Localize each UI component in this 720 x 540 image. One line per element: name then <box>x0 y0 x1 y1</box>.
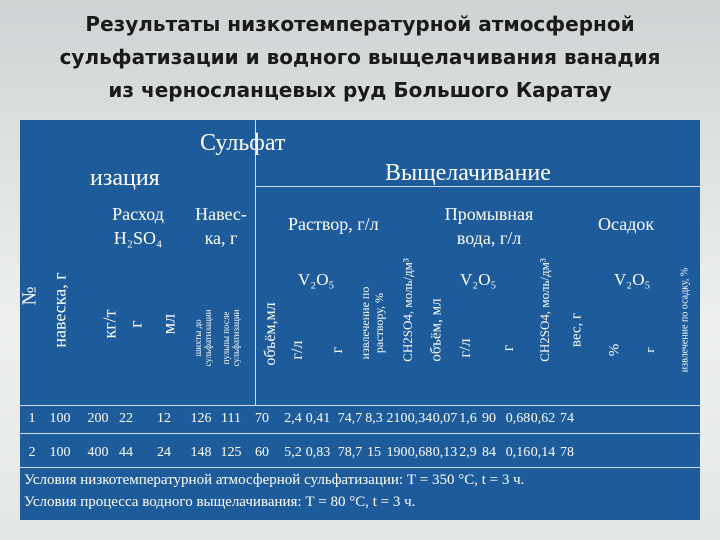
header-promyv: Промывная вода, г/л <box>444 204 534 248</box>
table-cell: 74,7 <box>337 411 363 426</box>
title-line-2: сульфатизации и водного выщелачивания ванадия <box>59 45 661 69</box>
table-cell: 0,13 <box>432 445 458 460</box>
header-pulp-after: пульпы после сульфатизации <box>221 309 241 367</box>
table-cell: 2,9 <box>459 445 477 460</box>
header-v2o5-wash: V₂O₅ <box>460 270 497 289</box>
header-volume-ml: объём,мл <box>262 302 279 366</box>
slide-title <box>10 8 710 107</box>
header-g-solution: г <box>329 346 346 354</box>
header-c-h2so4-solution: CH2SO4, моль/дм³ <box>400 258 415 362</box>
table-cell: 22 <box>119 411 133 426</box>
header-percent: % <box>606 343 623 357</box>
table-cell: 210 <box>386 411 408 426</box>
table-cell: 200 <box>87 411 109 426</box>
table-cell: 126 <box>190 411 212 426</box>
table-cell: 400 <box>87 445 109 460</box>
header-osadok: Осадок <box>598 214 655 234</box>
grid-line <box>20 467 700 468</box>
table-cell: 84 <box>482 445 496 460</box>
condition-sulfatization: Условия низкотемпературной атмосферной сульфатизации: Т = 350 °С, t = 3 ч. <box>24 472 525 488</box>
table-cell: 0,68 <box>407 445 433 460</box>
title-line-3: из черносланцевых руд Большого Каратау <box>108 78 612 102</box>
grid-line <box>20 405 700 406</box>
header-weight-g: вес, г <box>568 312 585 348</box>
table-cell: 5,2 <box>284 445 302 460</box>
header-v2o5-solution: V₂O₅ <box>298 270 335 289</box>
table-cell: 0,16 <box>505 445 531 460</box>
table-cell: 8,3 <box>365 411 383 426</box>
header-pulp-before: шихты до сульфатизации <box>193 309 213 367</box>
table-cell: 100 <box>49 411 71 426</box>
header-g: г <box>125 320 146 328</box>
table-cell: 0,07 <box>432 411 458 426</box>
table-cell: 2,4 <box>284 411 302 426</box>
table-cell: 1,6 <box>459 411 477 426</box>
table-cell: 0,83 <box>305 445 331 460</box>
header-c-h2so4-wash: CH2SO4, моль/дм³ <box>537 258 552 362</box>
results-table <box>20 120 700 520</box>
header-gl-solution: г/л <box>289 340 306 360</box>
table-cell: 0,68 <box>505 411 531 426</box>
header-extract-sediment: извлечение по осадку, % <box>679 267 691 373</box>
header-g-sediment: г <box>642 347 657 353</box>
header-naveska-g: навеска, г <box>49 272 70 348</box>
table-cell: 78 <box>560 445 574 460</box>
header-naveska: Навес- ка, г <box>195 204 247 248</box>
table-cell: 125 <box>220 445 242 460</box>
table-cell: 0,14 <box>530 445 556 460</box>
table-cell: 44 <box>119 445 133 460</box>
table-cell: 190 <box>386 445 408 460</box>
header-rastvor: Раствор, г/л <box>288 214 379 234</box>
header-ml: мл <box>158 313 179 335</box>
table-cell: 74 <box>560 411 574 426</box>
header-num: № <box>18 286 41 306</box>
table-cell: 24 <box>157 445 171 460</box>
header-g-wash: г <box>500 344 517 352</box>
header-sulfat-part2: изация <box>90 165 160 191</box>
table-cell: 78,7 <box>337 445 363 460</box>
header-volume-ml-wash: объём, мл <box>428 298 445 362</box>
table-cell: 15 <box>367 445 381 460</box>
header-leaching: Выщелачивание <box>385 160 551 186</box>
grid-line <box>255 120 256 405</box>
header-rashod: Расход H₂SO₄ <box>112 204 164 248</box>
table-cell: 90 <box>482 411 496 426</box>
table-cell: 0,34 <box>407 411 433 426</box>
table-cell: 148 <box>190 445 212 460</box>
header-v2o5-sediment: V₂O₅ <box>614 270 651 289</box>
table-cell: 100 <box>49 445 71 460</box>
table-cell: 1 <box>28 411 36 426</box>
table-cell: 0,62 <box>530 411 556 426</box>
table-cell: 12 <box>157 411 171 426</box>
condition-leaching: Условия процесса водного выщелачивания: Т = 80 °С, t = 3 ч. <box>24 494 416 510</box>
table-cell: 2 <box>28 445 36 460</box>
header-extract-solution: извлечение по раствору, % <box>358 286 386 360</box>
header-kg-t: кг/т <box>99 309 120 339</box>
grid-line <box>20 433 700 434</box>
table-cell: 0,41 <box>305 411 331 426</box>
title-line-1: Результаты низкотемпературной атмосферной <box>85 12 635 36</box>
header-sulfat-part1: Сульфат <box>200 130 286 156</box>
table-cell: 70 <box>255 411 269 426</box>
table-cell: 111 <box>221 411 241 426</box>
table-cell: 60 <box>255 445 269 460</box>
header-gl-wash: г/л <box>457 338 474 358</box>
